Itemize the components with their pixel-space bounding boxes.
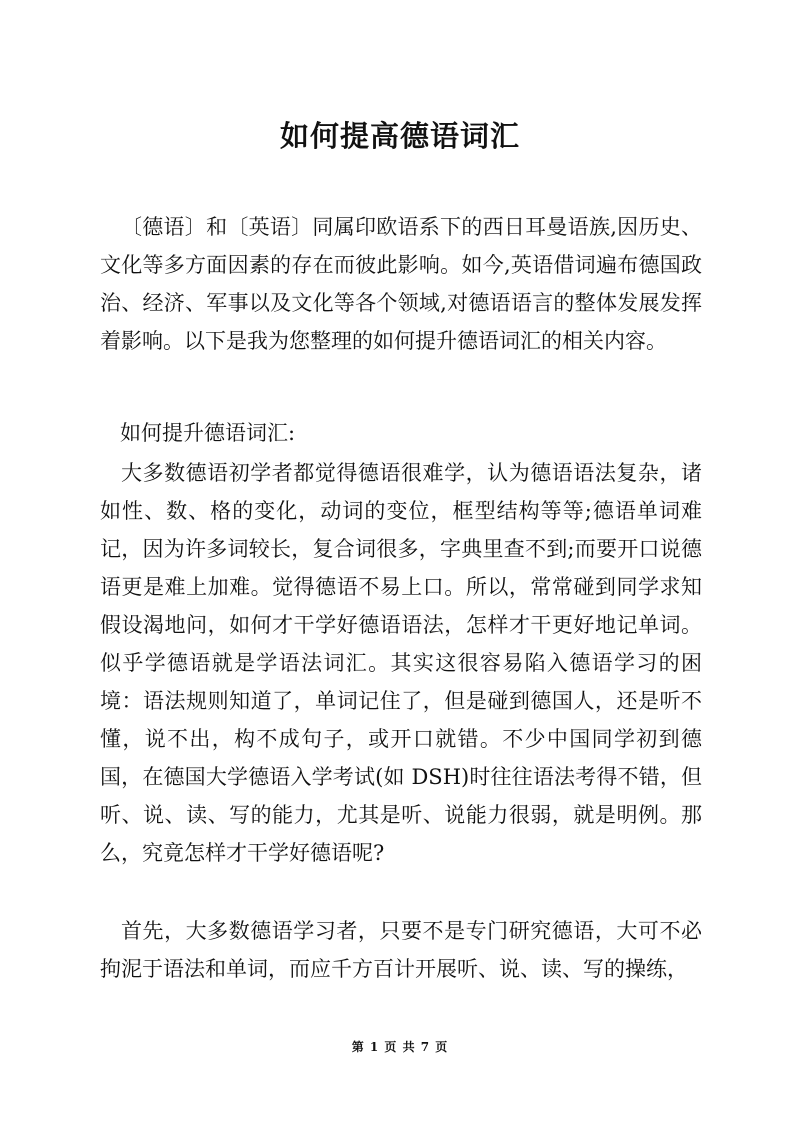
body-paragraph-2: 首先，大多数德语学习者，只要不是专门研究德语，大可不必拘泥于语法和单词，而应千方百计开展听、说、读、写的操练， xyxy=(100,919,702,981)
section-heading: 如何提升德语词汇: xyxy=(120,421,296,445)
intro-paragraph: 〔德语〕和〔英语〕同属印欧语系下的西日耳曼语族,因历史、文化等多方面因素的存在而彼此影响。如今,英语借词遍布德国政治、经济、军事以及文化等各个领域,对德语语言的整体发展发挥着影响。以下是我为您整理的如何提升德语词汇的相关内容。 xyxy=(100,215,702,353)
page-number-footer: 第 1 页 共 7 页 xyxy=(351,1040,449,1054)
document-title: 如何提高德语词汇 xyxy=(279,119,520,153)
body-paragraph-1: 大多数德语初学者都觉得德语很难学，认为德语语法复杂，诸如性、数、格的变化，动词的变位，框型结构等等;德语单词难记，因为许多词较长，复合词很多，字典里查不到;而要开口说德语更是难上加难。觉得德语不易上口。所以，常常碰到同学求知假设渴地问，如何才干学好德语语法，怎样才干更好地记单词。似乎学德语就是学语法词汇。其实这很容易陷入德语学习的困境：语法规则知道了，单词记住了，但是碰到德国人，还是听不懂，说不出，构不成句子，或开口就错。不少中国同学初到德国，在德国大学德语入学考试(如 DSH)时往往语法考得不错，但听、说、读、写的能力，尤其是听、说能力很弱，就是明例。那么，究竟怎样才干学好德语呢? xyxy=(100,461,702,865)
